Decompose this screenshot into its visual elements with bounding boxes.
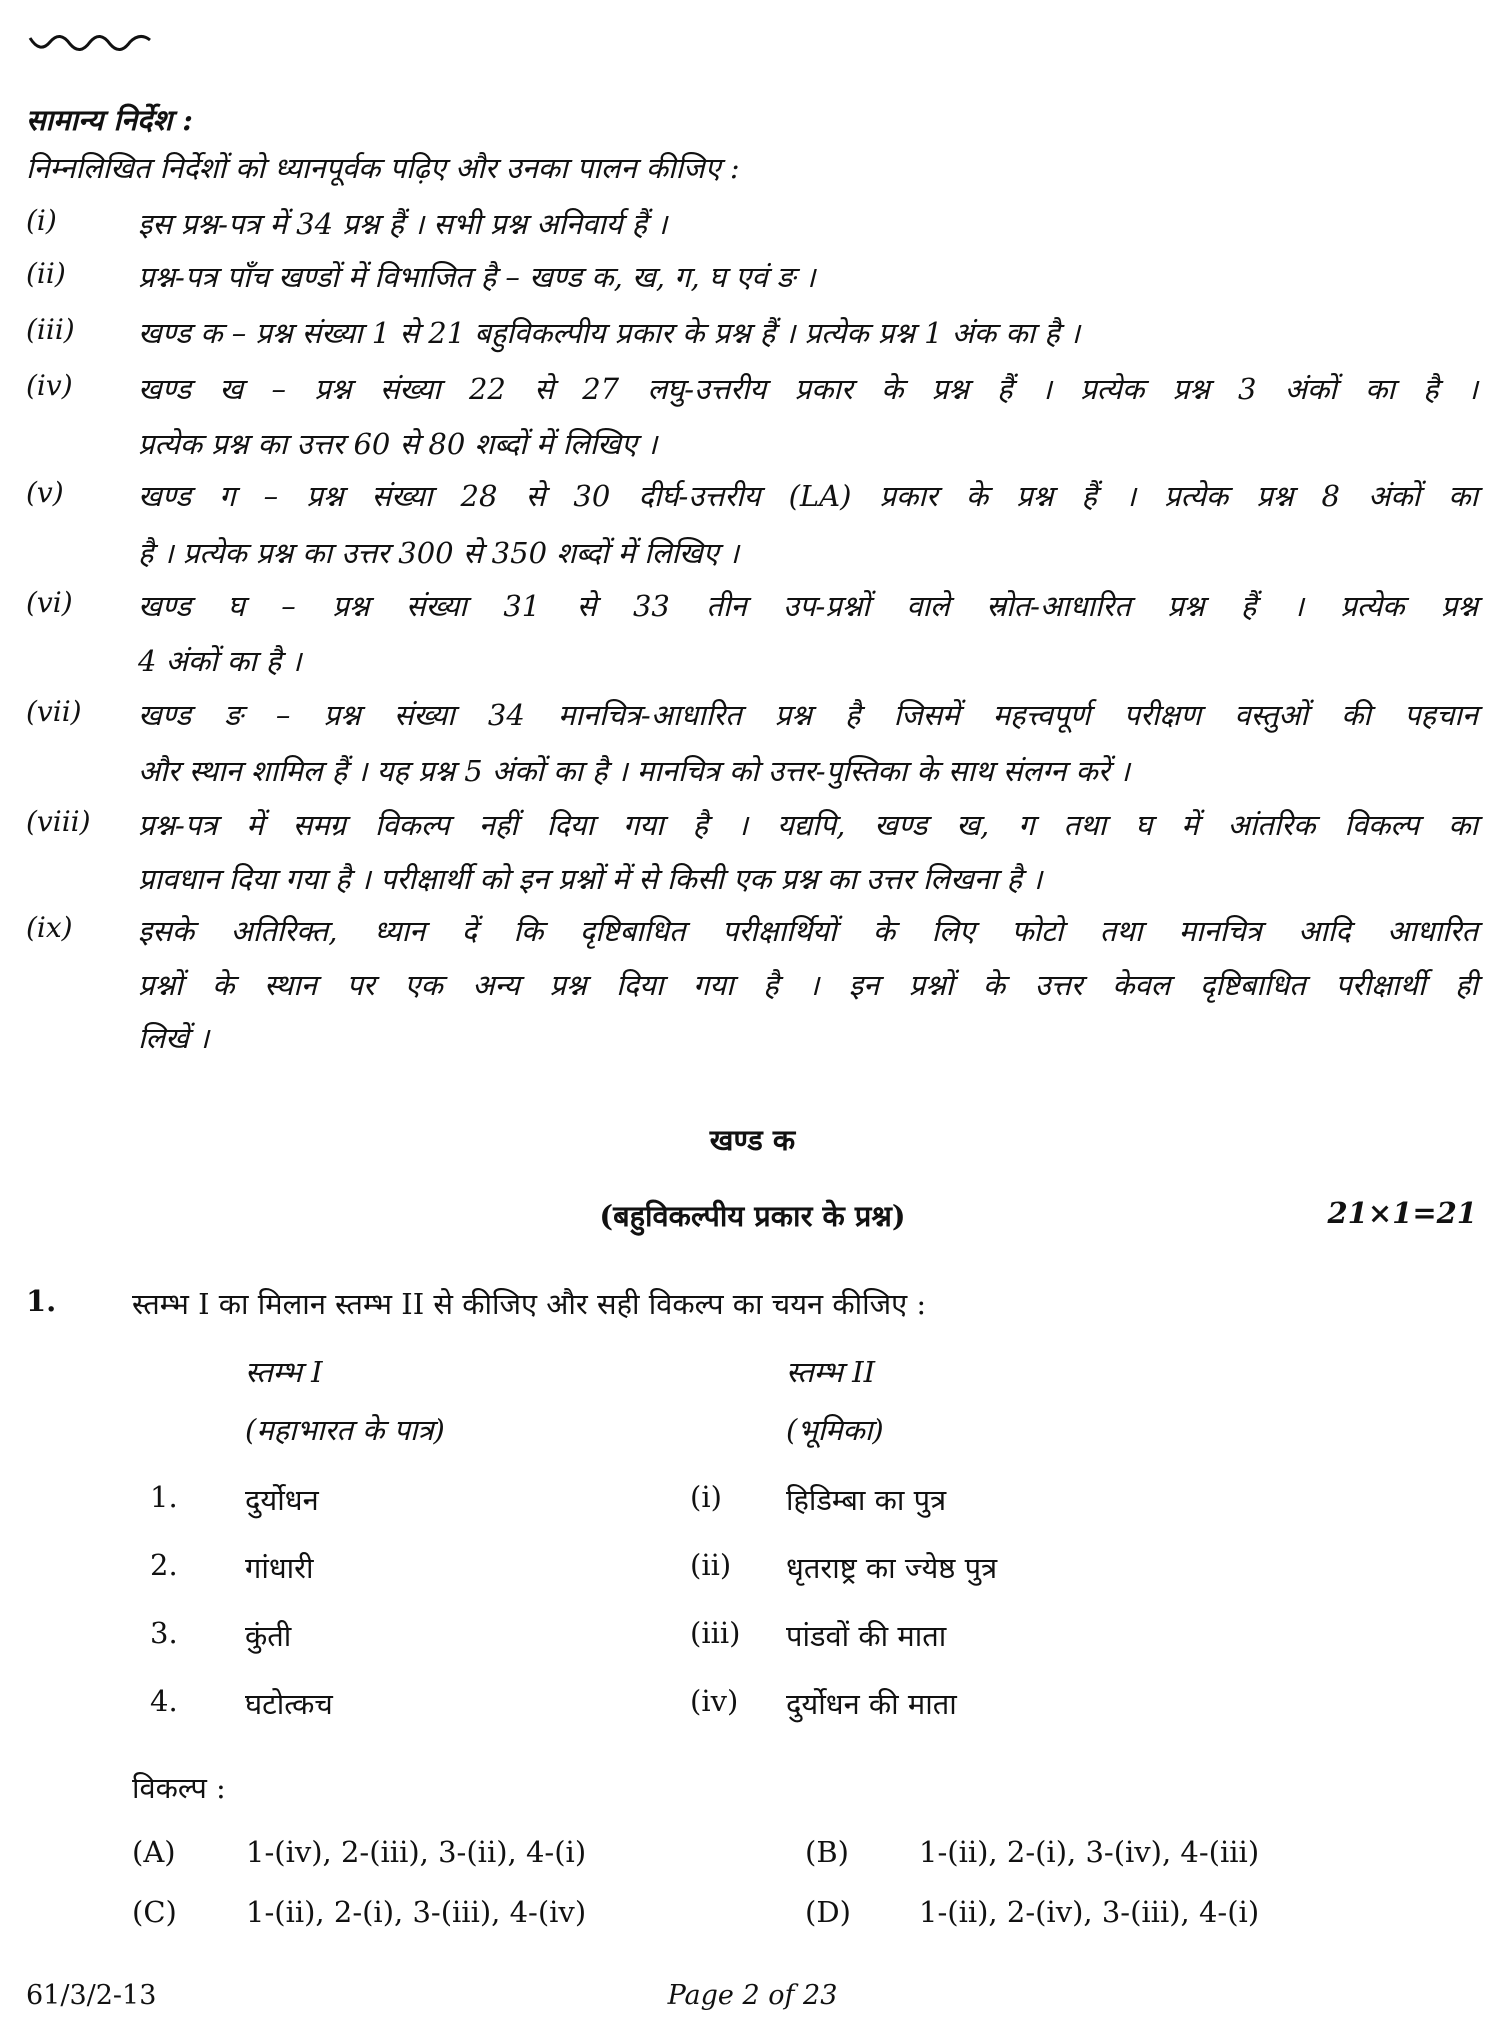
page-number: Page 2 of 23 — [667, 1980, 838, 2011]
instruction-text: खण्ड घ – प्रश्न संख्या 31 से 33 तीन उप-प्रश्नों वाले स्रोत-आधारित प्रश्न हैं । प्रत्येक प्रश्न — [138, 589, 1478, 623]
option-text: 1-(ii), 2-(i), 3-(iv), 4-(iii) — [919, 1835, 1260, 1869]
instruction-text: लिखें । — [138, 1021, 210, 1055]
column-2-item: धृतराष्ट्र का ज्येष्ठ पुत्र — [786, 1551, 998, 1585]
instruction-text: और स्थान शामिल हैं । यह प्रश्न 5 अंकों का है । मानचित्र को उत्तर-पुस्तिका के साथ संलग्न करें । — [138, 754, 1130, 788]
instruction-text: प्रश्नों के स्थान पर एक अन्य प्रश्न दिया गया है । इन प्रश्नों के उत्तर केवल दृष्टिबाधित परीक्षार्थी ही — [138, 968, 1478, 1002]
instruction-text: खण्ड ख – प्रश्न संख्या 22 से 27 लघु-उत्तरीय प्रकार के प्रश्न हैं । प्रत्येक प्रश्न 3 अंकों का है । — [138, 372, 1478, 406]
instruction-label: (vi) — [26, 586, 73, 619]
row-number: 1. — [150, 1480, 178, 1514]
option-key: (A) — [132, 1835, 176, 1869]
instruction-label: (iii) — [26, 313, 75, 346]
instruction-text: इसके अतिरिक्त, ध्यान दें कि दृष्टिबाधित परीक्षार्थियों के लिए फोटो तथा मानचित्र आदि आधारित — [138, 914, 1478, 948]
option-text: 1-(ii), 2-(iv), 3-(iii), 4-(i) — [919, 1895, 1260, 1929]
instruction-label: (viii) — [26, 805, 91, 838]
option-text: 1-(ii), 2-(i), 3-(iii), 4-(iv) — [246, 1895, 587, 1929]
column-1-item: गांधारी — [245, 1551, 314, 1585]
row-number: 3. — [150, 1616, 178, 1650]
column-2-item: पांडवों की माता — [786, 1619, 947, 1653]
instruction-text: प्रश्न-पत्र में समग्र विकल्प नहीं दिया गया है । यद्यपि, खण्ड ख, ग तथा घ में आंतरिक विकल्प का — [138, 808, 1478, 842]
instruction-text: है । प्रत्येक प्रश्न का उत्तर 300 से 350 शब्दों में लिखिए । — [138, 536, 739, 570]
instruction-text: प्रश्न-पत्र पाँच खण्डों में विभाजित है – खण्ड क, ख, ग, घ एवं ङ । — [138, 260, 816, 294]
paper-code: 61/3/2-13 — [26, 1980, 157, 2011]
wave-mark-icon — [28, 30, 153, 56]
row-roman: (ii) — [690, 1548, 732, 1582]
instruction-text: इस प्रश्न-पत्र में 34 प्रश्न हैं । सभी प्रश्न अनिवार्य हैं । — [138, 207, 668, 241]
instruction-label: (vii) — [26, 695, 82, 728]
row-roman: (iv) — [690, 1684, 739, 1718]
instructions-intro: निम्नलिखित निर्देशों को ध्यानपूर्वक पढ़िए और उनका पालन कीजिए : — [26, 151, 740, 185]
question-text: स्तम्भ I का मिलान स्तम्भ II से कीजिए और सही विकल्प का चयन कीजिए : — [132, 1287, 927, 1321]
row-number: 4. — [150, 1684, 178, 1718]
instruction-label: (i) — [26, 204, 57, 237]
column-2-item: दुर्योधन की माता — [786, 1687, 957, 1721]
column-1-subtitle: (महाभारत के पात्र) — [245, 1413, 445, 1447]
instruction-label: (v) — [26, 476, 64, 509]
section-marks: 21×1=21 — [1327, 1196, 1477, 1230]
column-2-item: हिडिम्बा का पुत्र — [786, 1483, 947, 1517]
column-1-item: दुर्योधन — [245, 1483, 319, 1517]
option-key: (C) — [132, 1895, 177, 1929]
instruction-text: खण्ड ग – प्रश्न संख्या 28 से 30 दीर्घ-उत्तरीय (LA) प्रकार के प्रश्न हैं । प्रत्येक प्रश्न 8 अंकों का — [138, 479, 1478, 513]
row-number: 2. — [150, 1548, 178, 1582]
row-roman: (i) — [690, 1480, 722, 1514]
instruction-text: प्रत्येक प्रश्न का उत्तर 60 से 80 शब्दों में लिखिए । — [138, 427, 658, 461]
instruction-text: खण्ड ङ – प्रश्न संख्या 34 मानचित्र-आधारित प्रश्न है जिसमें महत्त्वपूर्ण परीक्षण वस्तुओं की पहचान — [138, 698, 1478, 732]
option-text: 1-(iv), 2-(iii), 3-(ii), 4-(i) — [246, 1835, 587, 1869]
options-label: विकल्प : — [132, 1771, 226, 1805]
instruction-label: (iv) — [26, 369, 73, 402]
column-1-item: कुंती — [245, 1619, 292, 1653]
section-title: खण्ड क — [709, 1123, 796, 1157]
instruction-label: (ii) — [26, 257, 66, 290]
instruction-text: प्रावधान दिया गया है । परीक्षार्थी को इन प्रश्नों में से किसी एक प्रश्न का उत्तर लिखना है । — [138, 862, 1043, 896]
column-1-title: स्तम्भ I — [245, 1355, 323, 1389]
column-1-item: घटोत्कच — [245, 1687, 333, 1721]
question-number: 1. — [26, 1284, 57, 1318]
instruction-text: खण्ड क – प्रश्न संख्या 1 से 21 बहुविकल्पीय प्रकार के प्रश्न हैं । प्रत्येक प्रश्न 1 अंक का है । — [138, 316, 1080, 350]
column-2-subtitle: (भूमिका) — [786, 1413, 884, 1447]
row-roman: (iii) — [690, 1616, 741, 1650]
section-subtitle: (बहुविकल्पीय प्रकार के प्रश्न) — [599, 1199, 906, 1233]
instructions-heading: सामान्य निर्देश : — [26, 103, 193, 137]
instruction-label: (ix) — [26, 911, 73, 944]
column-2-title: स्तम्भ II — [786, 1355, 876, 1389]
option-key: (B) — [805, 1835, 849, 1869]
option-key: (D) — [805, 1895, 851, 1929]
instruction-text: 4 अंकों का है । — [138, 644, 302, 678]
